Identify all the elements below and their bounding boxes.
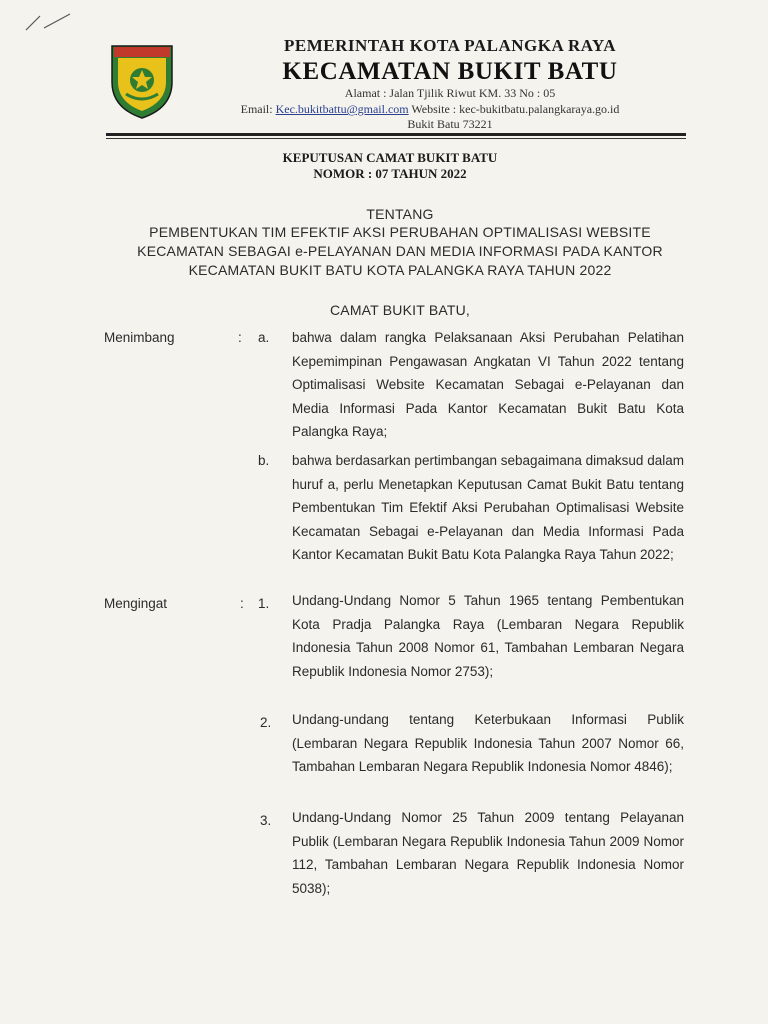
letterhead-postal: Bukit Batu 73221 (407, 117, 493, 131)
subject-line-1: PEMBENTUKAN TIM EFEKTIF AKSI PERUBAHAN OPTIMALISASI WEBSITE (149, 224, 651, 240)
letterhead-contact (150, 102, 710, 117)
email-link[interactable]: Kec.bukitbattu@gmail.com (275, 102, 409, 116)
menimbang-item-a: bahwa dalam rangka Pelaksanaan Aksi Perubahan Pelatihan Kepemimpinan Pengawasan Angkatan VI Tahun 2022 tentang Optimalisasi Website Kecamatan Sebagai e-Pelayanan dan Media Informasi Pada Kantor Kecamatan Bukit Batu Kota Palangka Raya; (292, 330, 684, 439)
mengingat-label: Mengingat (104, 596, 168, 611)
mengingat-item-1: Undang-Undang Nomor 5 Tahun 1965 tentang Pembentukan Kota Pradja Palangka Raya (Lembaran Negara Republik Indonesia Tahun 2008 Nomor 61, Tambahan Lembaran Negara Republik Indonesia Nomor 2753); (292, 593, 684, 679)
mengingat-marker-3: 3. (260, 813, 272, 828)
website-text: Website : kec-bukitbatu.palangkaraya.go.id (408, 102, 620, 116)
decree-title: KEPUTUSAN CAMAT BUKIT BATU (282, 150, 498, 165)
subject-line-3: KECAMATAN BUKIT BATU KOTA PALANGKA RAYA TAHUN 2022 (188, 262, 612, 278)
letterhead-divider-thick (106, 133, 686, 136)
mengingat-marker-2: 2. (260, 715, 272, 730)
menimbang-marker-a: a. (258, 330, 270, 345)
decree-number: NOMOR : 07 TAHUN 2022 (313, 166, 467, 181)
email-label: Email: (240, 102, 276, 116)
menimbang-colon: : (238, 330, 242, 345)
letterhead-kecamatan: KECAMATAN BUKIT BATU (282, 58, 618, 85)
mengingat-item-2: Undang-undang tentang Keterbukaan Informasi Publik (Lembaran Negara Republik Indonesia Tahun 2007 Nomor 66, Tambahan Lembaran Negara Republik Indonesia Nomor 4846); (292, 712, 684, 774)
mengingat-colon: : (240, 596, 244, 611)
tentang-heading: TENTANG (366, 206, 434, 222)
mengingat-item-3: Undang-Undang Nomor 25 Tahun 2009 tentang Pelayanan Publik (Lembaran Negara Republik Indonesia Tahun 2009 Nomor 112, Tambahan Lembaran Negara Republik Indonesia Nomor 5038); (292, 810, 684, 896)
subject-line-2: KECAMATAN SEBAGAI e-PELAYANAN DAN MEDIA INFORMASI PADA KANTOR (137, 243, 663, 259)
menimbang-label: Menimbang (104, 330, 175, 345)
menimbang-marker-b: b. (258, 453, 270, 468)
letterhead-address: Alamat : Jalan Tjilik Riwut KM. 33 No : 05 (344, 86, 556, 100)
letterhead-government: PEMERINTAH KOTA PALANGKA RAYA (283, 36, 617, 55)
handwritten-mark-icon (22, 6, 80, 36)
menimbang-item-b: bahwa berdasarkan pertimbangan sebagaimana dimaksud dalam huruf a, perlu Menetapkan Keputusan Camat Bukit Batu tentang Pembentukan Tim Efektif Aksi Perubahan Optimalisasi Website Kecamatan Sebagai e-Pelayanan dan Media Informasi Pada Kantor Kecamatan Bukit Batu Kota Palangka Raya Tahun 2022; (292, 453, 684, 562)
camat-heading: CAMAT BUKIT BATU, (329, 302, 471, 318)
letterhead-divider-thin (106, 138, 686, 139)
mengingat-marker-1: 1. (258, 596, 270, 611)
